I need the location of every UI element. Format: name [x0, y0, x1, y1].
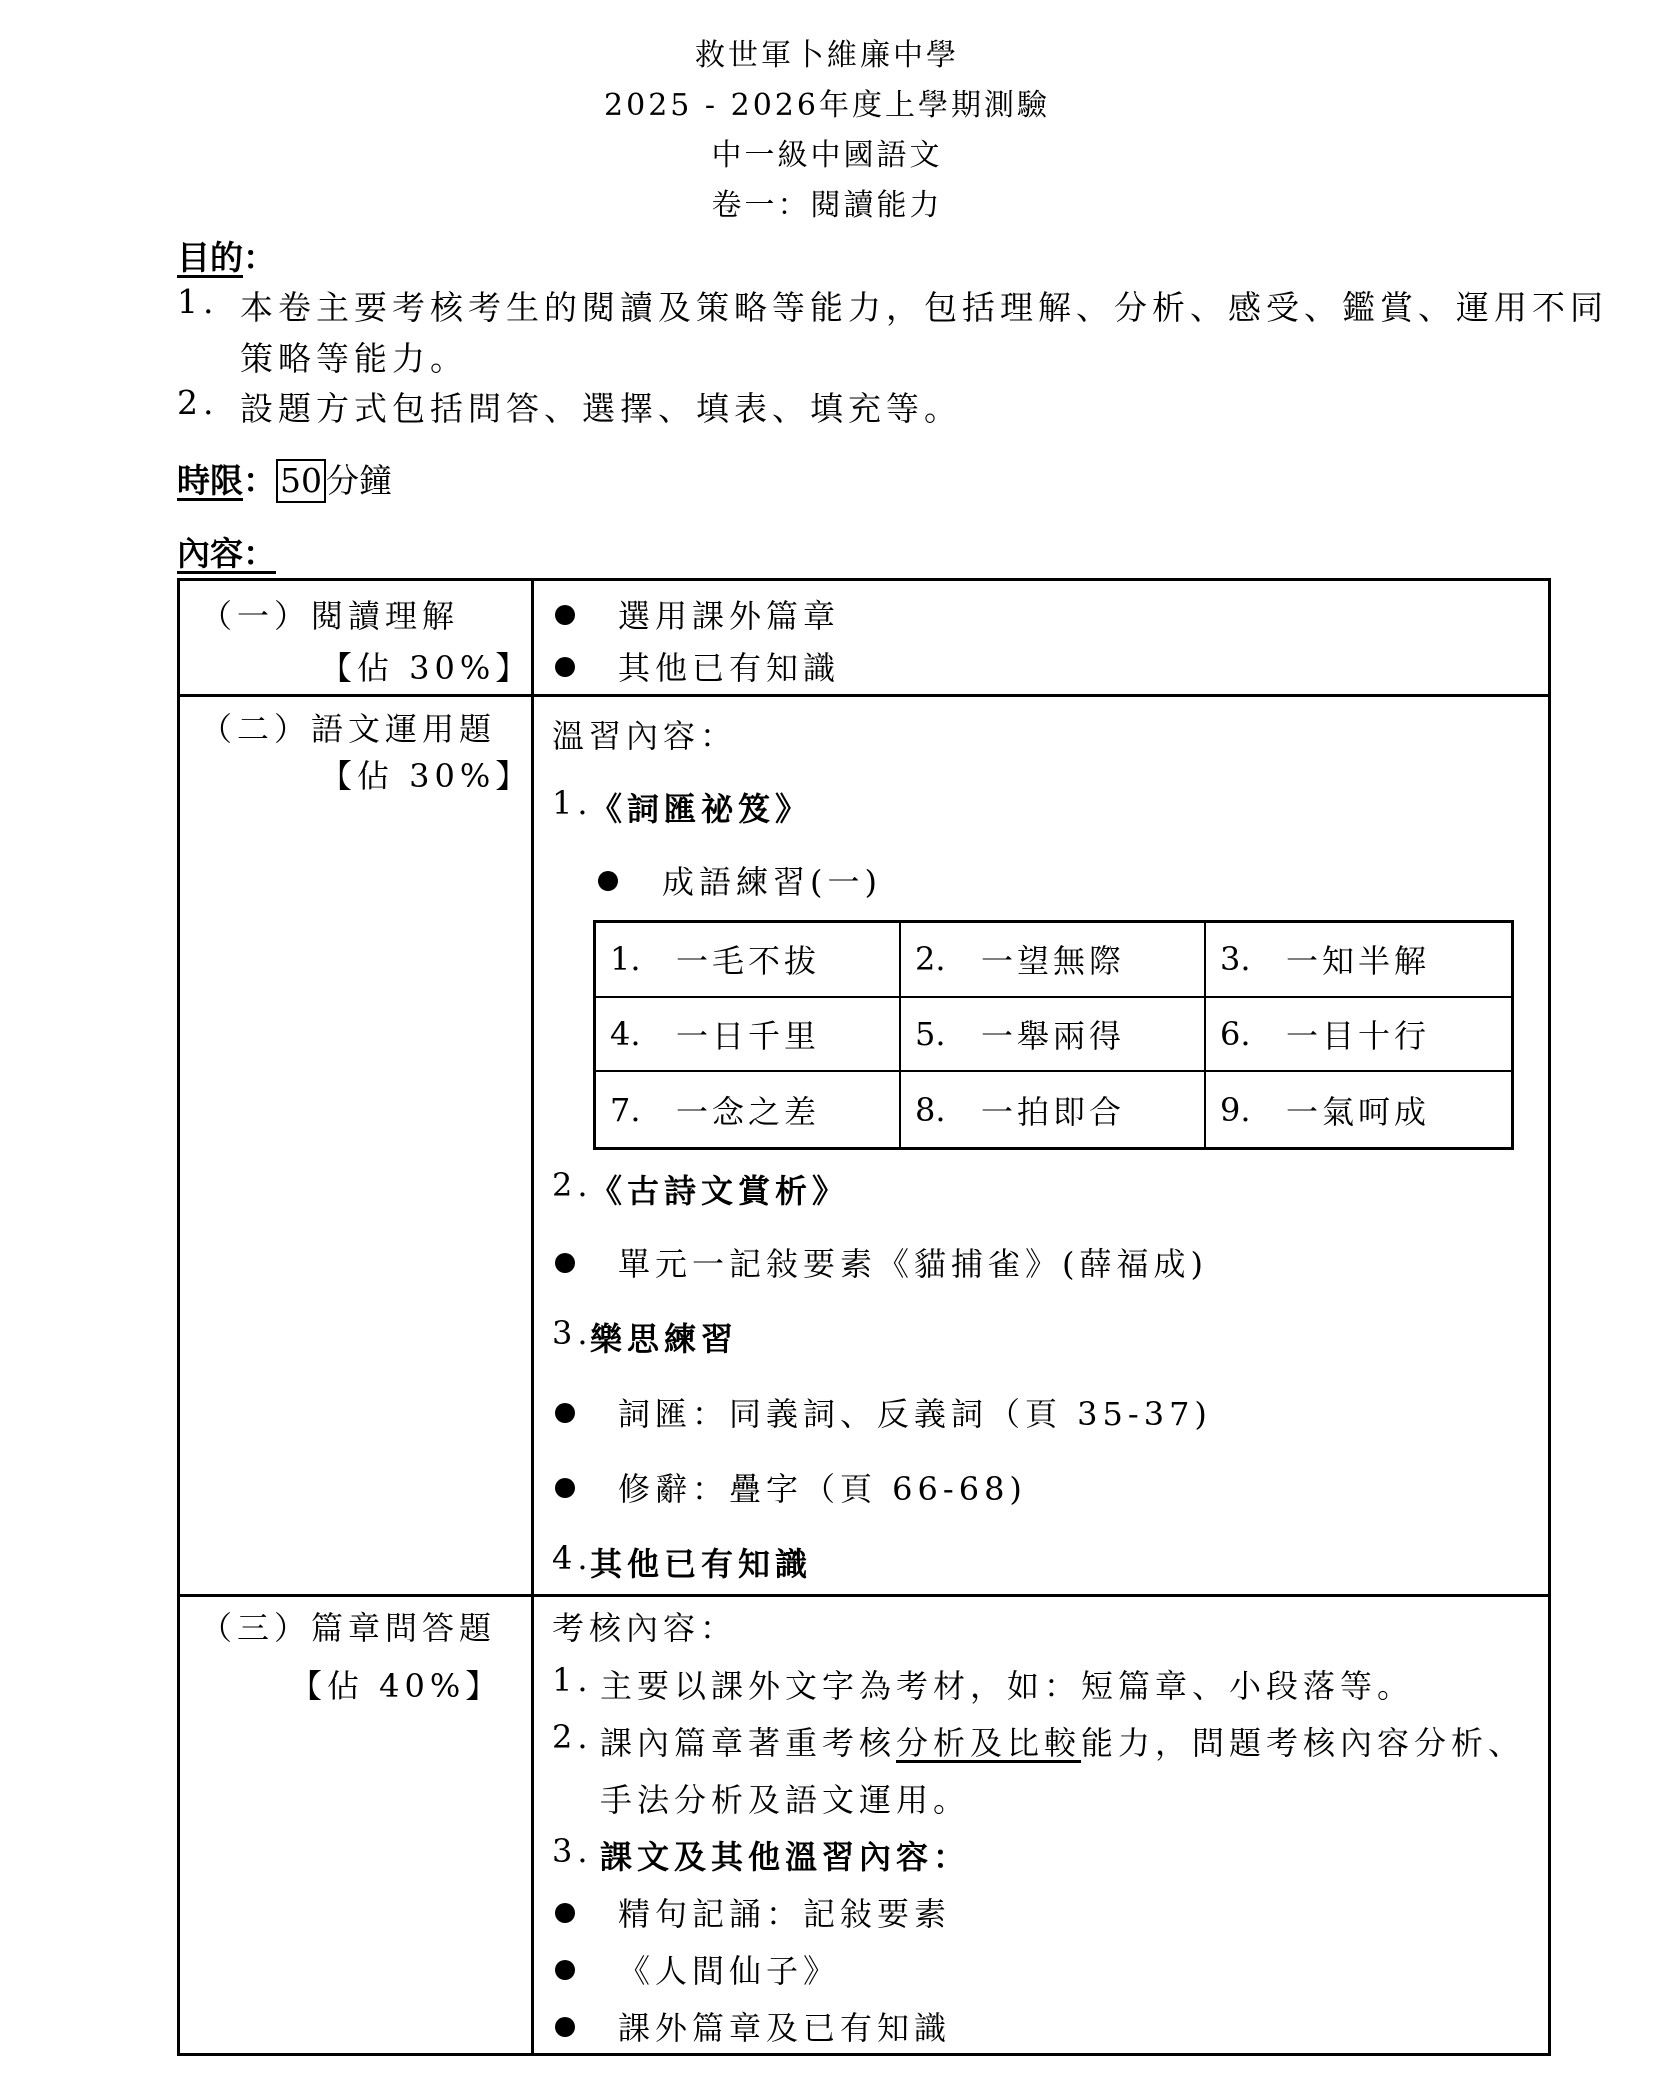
row-divider-1: [180, 694, 1548, 697]
purpose-item-1-line1: 本卷主要考核考生的閱讀及策略等能力，包括理解、分析、感受、鑑賞、運用不同: [240, 288, 1608, 327]
column-divider: [531, 581, 534, 2053]
content-table: [177, 578, 1551, 2056]
bullet-icon: [555, 1960, 575, 1980]
idiom-cell: 9. 一氣呵成: [1220, 1090, 1431, 1131]
section-3-item1-num: 1.: [552, 1661, 593, 1699]
section-3-item2-line2: 手法分析及語文運用。: [600, 1781, 971, 1819]
section-2-intro: 溫習內容：: [552, 717, 738, 755]
section-1-bullet-2: 其他已有知識: [618, 649, 841, 687]
idiom-table: [593, 920, 1514, 1150]
time-limit: [177, 455, 392, 503]
section-2-part1-num: 1.: [552, 784, 593, 822]
section-3-item3-num: 3.: [552, 1832, 593, 1870]
section-3-item2-line1: 課內篇章著重考核分析及比較能力，問題考核內容分析、: [600, 1724, 1526, 1762]
section-2-title: （二）語文運用題: [200, 710, 497, 748]
content-colon: ：: [243, 534, 276, 573]
bullet-icon: [555, 1253, 575, 1273]
bullet-icon: [598, 871, 618, 891]
section-3-bullet-3: 課外篇章及已有知識: [618, 2009, 952, 2047]
section-2-part2-title: 《古詩文賞析》: [590, 1172, 850, 1210]
section-2-part3-title: 樂思練習: [590, 1320, 739, 1358]
time-limit-value: 50: [276, 459, 326, 503]
section-1-title: （一）閱讀理解: [200, 597, 460, 635]
section-1-bullet-1: 選用課外篇章: [618, 597, 841, 635]
idiom-cell: 3. 一知半解: [1206, 923, 1511, 998]
bullet-icon: [555, 657, 575, 677]
bullet-icon: [555, 2017, 575, 2037]
section-3-title: （三）篇章問答題: [200, 1609, 497, 1647]
section-1-weight: 【佔 30%】: [320, 649, 533, 687]
section-2-part1-title: 《詞匯祕笈》: [590, 790, 813, 828]
section-2-part3-bullet-2: 修辭：疊字（頁 66-68): [618, 1470, 1027, 1508]
section-3-bullet-1: 精句記誦：記敍要素: [618, 1895, 952, 1933]
time-limit-unit: 分鐘: [326, 461, 392, 500]
time-limit-label: 時限: [177, 461, 243, 500]
section-2-part2-bullet: 單元一記敍要素《貓捕雀》(薛福成): [618, 1245, 1208, 1283]
bullet-icon: [555, 1403, 575, 1423]
subject-title: 中一級中國語文: [711, 138, 943, 173]
idiom-cell: 5. 一舉兩得: [901, 998, 1206, 1073]
purpose-item-1-line2: 策略等能力。: [240, 339, 468, 378]
purpose-item-1-num: 1.: [177, 282, 219, 321]
idiom-cell: 6. 一目十行: [1206, 998, 1511, 1073]
section-2-part3-num: 3.: [552, 1314, 593, 1352]
purpose-label: 目的: [177, 238, 243, 277]
purpose-item-2-line1: 設題方式包括問答、選擇、填表、填充等。: [240, 389, 962, 428]
idiom-cell: 7. 一念之差: [596, 1072, 901, 1147]
purpose-heading: [177, 232, 276, 279]
section-3-weight: 【佔 40%】: [290, 1667, 503, 1705]
purpose-item-2-num: 2.: [177, 383, 219, 422]
bullet-icon: [555, 1903, 575, 1923]
school-name: 救世軍卜維廉中學: [695, 38, 959, 73]
idiom-cell: 4. 一日千里: [596, 998, 901, 1073]
content-heading: [177, 528, 276, 575]
section-3-bullet-2: 《人間仙子》: [618, 1952, 841, 1990]
bullet-icon: [555, 1478, 575, 1498]
content-label: 內容: [177, 534, 243, 573]
idiom-cell: 1. 一毛不拔: [596, 923, 901, 998]
bullet-icon: [555, 605, 575, 625]
section-2-part3-bullet-1: 詞匯：同義詞、反義詞（頁 35-37): [618, 1395, 1212, 1433]
section-2-part1-bullet: 成語練習(一): [662, 863, 882, 901]
section-2-weight: 【佔 30%】: [320, 757, 533, 795]
section-3-item3-title: 課文及其他溫習內容：: [600, 1838, 971, 1876]
section-2-part4-num: 4.: [552, 1539, 593, 1577]
section-3-item2-num: 2.: [552, 1718, 593, 1756]
idiom-cell: 2. 一望無際: [901, 923, 1206, 998]
section-2-part2-num: 2.: [552, 1166, 593, 1204]
section-3-intro: 考核內容：: [552, 1609, 738, 1647]
exam-title: 2025 - 2026年度上學期測驗: [604, 88, 1050, 123]
section-3-item1-text: 主要以課外文字為考材，如：短篇章、小段落等。: [600, 1667, 1415, 1705]
row-divider-2: [180, 1594, 1548, 1597]
underlined-skill: 分析及比較: [896, 1724, 1082, 1762]
purpose-colon: ：: [243, 238, 276, 277]
paper-title: 卷一：閱讀能力: [711, 188, 943, 223]
section-2-part4-title: 其他已有知識: [590, 1545, 813, 1583]
idiom-cell: 8. 一拍即合: [901, 1072, 1206, 1147]
time-limit-colon: ：: [243, 461, 276, 500]
